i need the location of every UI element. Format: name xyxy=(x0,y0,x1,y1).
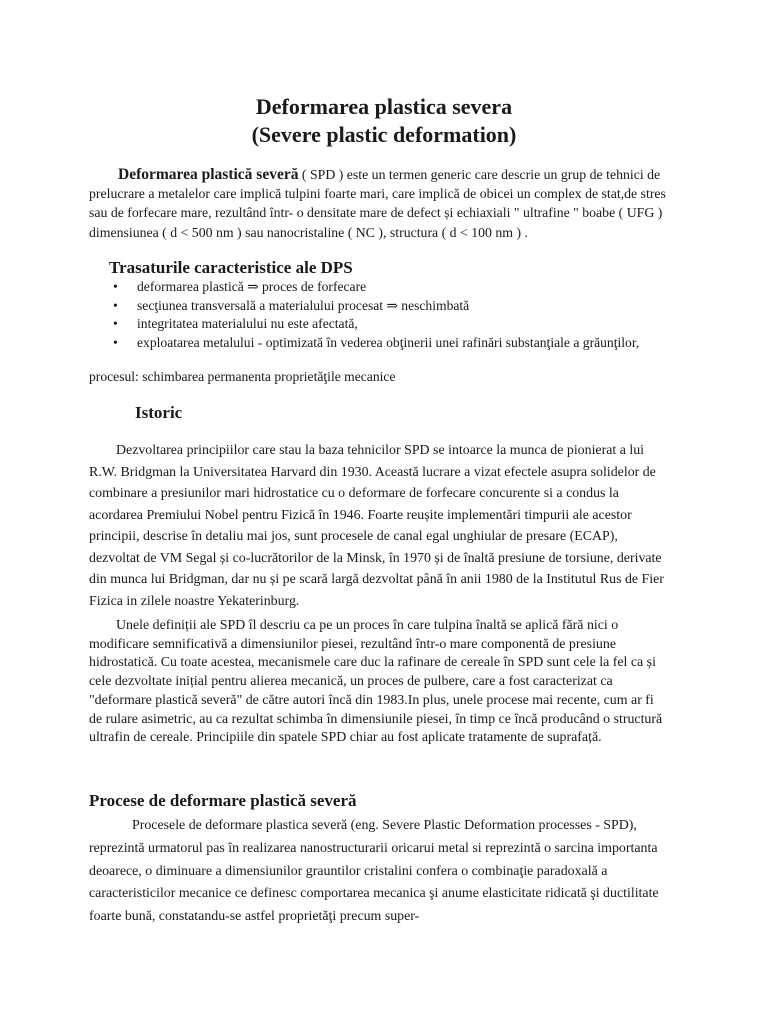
list-item: • integritatea materialului nu este afectată, xyxy=(109,315,649,334)
list-item: • exploatarea metalului - optimizată în vederea obţinerii unei rafinări substanţiale a grăunţilor, xyxy=(109,334,649,353)
process-line: procesul: schimbarea permanenta proprietăţile mecanice xyxy=(89,369,396,384)
bullet-icon: • xyxy=(113,279,118,294)
intro-paragraph xyxy=(89,165,669,242)
istoric-paragraph-2: Unele definiții ale SPD îl descriu ca pe un proces în care tulpina înaltă se aplică fără nici o modificare semnificativă a dimensiunilor piesei, rezultând într-o mare componentă de presiune hidrostatică. Cu toate acestea, mecanismele care duc la rafinare de cereale în SPD sunt cele la fel ca și cele dezvoltate inițial pentru alierea mecanică, un proces de pulbere, care a fost caracterizat ca "deformare plastică severă" de către autori încă din 1983.In plus, unele procese mai recente, cum ar fi de rulare asimetric, au ca rezultat schimba în dimensiunile piesei, în timp ce încă producând o structură ultrafin de cereale. Principiile din spatele SPD chiar au fost aplicate tratamente de suprafață. xyxy=(89,618,663,746)
document-subtitle: (Severe plastic deformation) xyxy=(251,122,517,147)
dps-bullet-list xyxy=(109,278,649,352)
bullet-icon: • xyxy=(113,297,118,313)
procese-heading: Procese de deformare plastică severă xyxy=(89,791,357,810)
list-item: • deformarea plastică ⇒ proces de forfecare xyxy=(109,278,649,297)
dps-heading: Trasaturile caracteristice ale DPS xyxy=(109,258,353,277)
bullet-icon: • xyxy=(113,334,118,350)
intro-text: ( SPD ) este un termen generic care descrie un grup de tehnici de prelucrare a metalelor care implică tulpini foarte mari, care implică de obicei un complex de stat,de stres sau de forfecare mare, rezultând într- o densitate mare de defect și echiaxiali " ultrafine " boabe ( UFG ) dimensiunea ( d < 500 nm ) sau nanocristaline ( NC ), structura ( d < 100 nm ) . xyxy=(89,167,666,240)
bullet-icon: • xyxy=(113,316,118,331)
istoric-paragraph-1: Dezvoltarea principiilor care stau la baza tehnicilor SPD se intoarce la munca de pionierat a lui R.W. Bridgman la Universitatea Harvard din 1930. Această lucrare a vizat efectele asupra solidelor de combinare a presiunilor mari hidrostatice cu o deformare de forfecare concurente si a condus la acordarea Premiului Nobel pentru Fizică în 1946. Foarte reușite implementări timpurii ale acestor principii, descrise în detaliu mai jos, sunt procesele de canal egal unghiular de presare (ECAP), dezvoltat de VM Segal și co-lucrătorilor de la Minsk, în 1970 și de înaltă presiune de torsiune, derivate din munca lui Bridgman, dar nu și pe scară largă dezvoltat până în anii 1980 de la Institutul Rus de Fier Fizica in zilele noastre Yekaterinburg. xyxy=(89,443,664,609)
document-title: Deformarea plastica severa xyxy=(255,94,513,119)
intro-lead-term: Deformarea plastică severă xyxy=(118,166,299,183)
procese-paragraph: Procesele de deformare plastica severă (eng. Severe Plastic Deformation processes - SPD), reprezintă urmatorul pas în realizarea nanostructurarii oricarui metal si reprezintă o sarcina importanta deoarece, o diminuare a dimensiunilor grauntilor cristalini confera o combinaţie paradoxală a caracteristicilor mecanice ce definesc comportarea mecanica şi anume elasticitate ridicată şi ductilitate foarte bună, constatandu-se astfel proprietăţi precum super- xyxy=(89,818,659,925)
list-item: • secţiunea transversală a materialului procesat ⇒ neschimbată xyxy=(109,297,649,316)
istoric-heading: Istoric xyxy=(135,403,183,422)
